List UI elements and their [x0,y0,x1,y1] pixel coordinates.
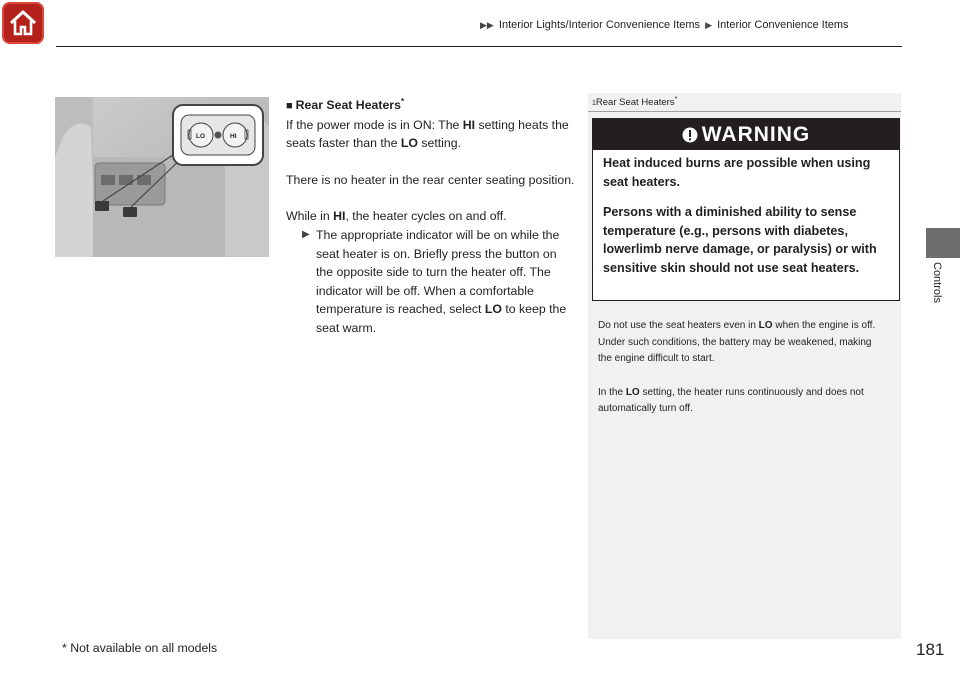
warning-alert-icon [682,127,698,143]
paragraph-power-mode: If the power mode is in ON: The HI setting heats the seats faster than the LO setting. [286,117,569,151]
notes-sidebar [588,93,901,639]
sidebar-rule [588,111,901,112]
breadcrumb-arrow-icon: ▶▶ [480,20,494,30]
rear-seat-heater-illustration [55,97,269,257]
availability-mark: * [400,97,405,106]
note-engine-off: Do not use the seat heaters even in LO when the engine is off. Under such conditions, the battery may be weakened, making the engine difficult to start. [598,320,876,364]
chapter-tab[interactable] [926,228,960,258]
section-heading [286,93,576,116]
breadcrumb-arrow-icon: ▶ [705,20,713,30]
warning-box [592,118,900,301]
paragraph-hi-cycles: While in HI, the heater cycles on and off. [286,209,507,224]
indicator-note: ▶ The appropriate indicator will be on while the seat heater is on. Briefly press the button on the opposite side to turn the heater off. The indicator will be off. When a comfortable temperature is reached, select LO to keep the seat warm. [302,228,567,336]
section-bullet-icon: ■ [286,100,293,113]
footnote: * Not available on all models [62,641,218,655]
warning-text-persons: Persons with a diminished ability to sense temperature (e.g., persons with diabetes, lowerlimb nerve damage, or paralysis) or with sensitive skin should not use seat heaters. [603,205,877,275]
warning-label: WARNING [701,122,811,146]
breadcrumb-current[interactable]: Interior Convenience Items [717,19,849,31]
warning-body [593,150,899,278]
chapter-tab-label: Controls [931,262,943,303]
breadcrumb-link-interior-lights[interactable]: Interior Lights/Interior Convenience Items [498,19,701,31]
warning-text-burns: Heat induced burns are possible when using seat heaters. [603,156,871,189]
breadcrumb [478,19,849,31]
page-number: 181 [916,640,945,659]
sidebar-title: 1Rear Seat Heaters* [592,96,678,109]
note-arrow-icon: ▶ [302,229,310,241]
lo-button-label: LO [196,133,206,140]
section-title: Rear Seat Heaters [295,98,401,113]
paragraph-center-seat: There is no heater in the rear center seating position. [286,172,575,187]
main-content [286,93,576,338]
hi-button-label: HI [230,133,237,140]
sidebar-notes [598,318,888,435]
warning-header [593,119,899,150]
home-button[interactable] [2,2,44,44]
home-icon [8,9,38,37]
note-lo-continuous: In the LO setting, the heater runs continuously and does not automatically turn off. [598,386,864,414]
header-rule [56,46,902,47]
